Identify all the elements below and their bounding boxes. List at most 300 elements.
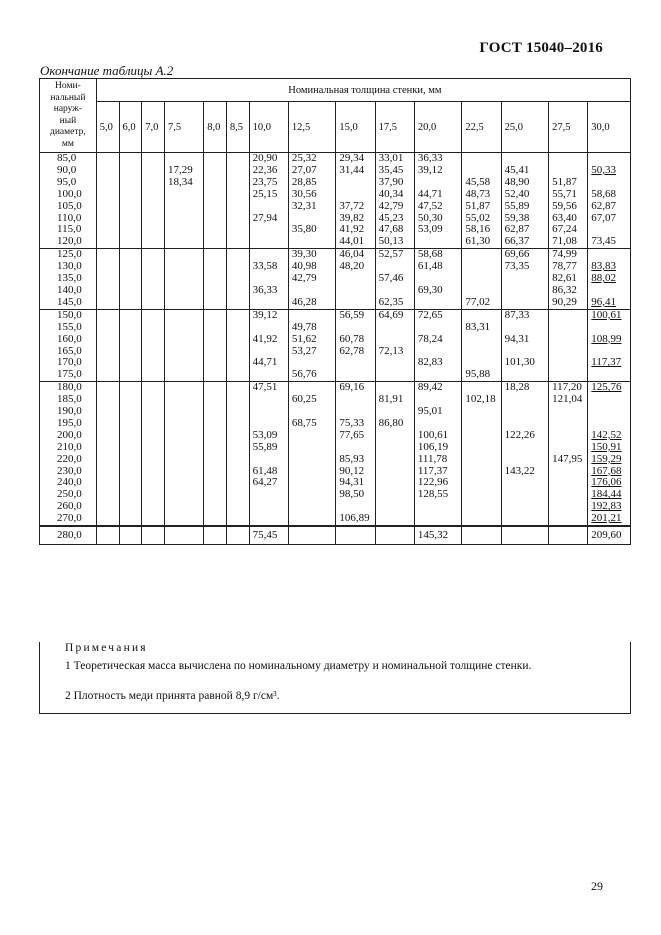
mass-cell bbox=[96, 418, 119, 430]
table-row bbox=[40, 177, 631, 189]
mass-cell bbox=[462, 285, 501, 297]
mass-cell: 40,34 bbox=[375, 189, 414, 201]
mass-cell: 96,41 bbox=[588, 297, 631, 309]
mass-cell bbox=[142, 285, 165, 297]
mass-cell bbox=[142, 477, 165, 489]
table-row bbox=[40, 201, 631, 213]
mass-cell bbox=[96, 369, 119, 381]
mass-cell bbox=[142, 165, 165, 177]
mass-cell: 62,78 bbox=[336, 346, 375, 358]
mass-cell: 45,23 bbox=[375, 213, 414, 225]
mass-cell: 60,25 bbox=[288, 394, 336, 406]
mass-cell bbox=[204, 454, 227, 466]
mass-cell bbox=[164, 418, 203, 430]
diameter-cell: 125,0 bbox=[40, 249, 97, 261]
mass-cell: 94,31 bbox=[501, 334, 549, 346]
mass-cell bbox=[204, 466, 227, 478]
diameter-cell: 185,0 bbox=[40, 394, 97, 406]
mass-cell bbox=[119, 454, 142, 466]
mass-cell bbox=[142, 466, 165, 478]
mass-cell: 37,90 bbox=[375, 177, 414, 189]
mass-cell bbox=[375, 261, 414, 273]
mass-cell bbox=[226, 357, 249, 369]
mass-cell bbox=[249, 489, 288, 501]
mass-cell: 122,96 bbox=[414, 477, 462, 489]
mass-cell: 56,59 bbox=[336, 309, 375, 321]
mass-cell: 47,51 bbox=[249, 382, 288, 394]
mass-cell bbox=[204, 513, 227, 526]
mass-cell: 46,04 bbox=[336, 249, 375, 261]
page-number: 29 bbox=[591, 879, 603, 893]
mass-cell: 47,52 bbox=[414, 201, 462, 213]
mass-cell: 77,02 bbox=[462, 297, 501, 309]
mass-cell bbox=[96, 153, 119, 165]
mass-cell: 35,80 bbox=[288, 224, 336, 236]
table-row bbox=[40, 285, 631, 297]
mass-cell bbox=[119, 236, 142, 248]
mass-cell: 53,09 bbox=[414, 224, 462, 236]
mass-cell bbox=[119, 394, 142, 406]
mass-cell bbox=[249, 346, 288, 358]
mass-cell bbox=[96, 224, 119, 236]
table-row bbox=[40, 501, 631, 513]
diameter-cell: 165,0 bbox=[40, 346, 97, 358]
diameter-cell: 160,0 bbox=[40, 334, 97, 346]
mass-cell: 25,15 bbox=[249, 189, 288, 201]
mass-cell: 78,24 bbox=[414, 334, 462, 346]
mass-cell bbox=[462, 513, 501, 526]
mass-cell: 55,71 bbox=[549, 189, 588, 201]
document-code: ГОСТ 15040–2016 bbox=[479, 40, 603, 56]
mass-cell bbox=[549, 430, 588, 442]
mass-cell bbox=[375, 334, 414, 346]
mass-cell bbox=[226, 513, 249, 526]
mass-cell bbox=[588, 249, 631, 261]
mass-cell: 68,75 bbox=[288, 418, 336, 430]
mass-cell bbox=[249, 454, 288, 466]
mass-cell bbox=[549, 334, 588, 346]
mass-cell bbox=[142, 526, 165, 545]
mass-cell bbox=[226, 236, 249, 248]
mass-cell bbox=[96, 189, 119, 201]
diameter-cell: 145,0 bbox=[40, 297, 97, 309]
mass-cell bbox=[549, 466, 588, 478]
mass-cell bbox=[164, 454, 203, 466]
mass-cell bbox=[142, 394, 165, 406]
table-row bbox=[40, 249, 631, 261]
mass-cell: 22,36 bbox=[249, 165, 288, 177]
mass-cell: 117,37 bbox=[588, 357, 631, 369]
mass-cell: 95,01 bbox=[414, 406, 462, 418]
mass-cell bbox=[226, 334, 249, 346]
mass-cell bbox=[142, 213, 165, 225]
mass-cell bbox=[96, 526, 119, 545]
mass-cell: 18,28 bbox=[501, 382, 549, 394]
thickness-column-header: 27,5 bbox=[549, 102, 588, 153]
mass-cell bbox=[119, 224, 142, 236]
mass-cell bbox=[119, 477, 142, 489]
mass-cell bbox=[119, 213, 142, 225]
diameter-cell: 270,0 bbox=[40, 513, 97, 526]
mass-cell bbox=[226, 501, 249, 513]
diameter-cell: 115,0 bbox=[40, 224, 97, 236]
mass-cell: 53,27 bbox=[288, 346, 336, 358]
mass-cell bbox=[226, 285, 249, 297]
mass-cell bbox=[375, 526, 414, 545]
mass-cell bbox=[142, 430, 165, 442]
mass-cell bbox=[204, 153, 227, 165]
mass-cell: 58,16 bbox=[462, 224, 501, 236]
mass-cell bbox=[501, 526, 549, 545]
mass-cell bbox=[164, 526, 203, 545]
mass-cell bbox=[501, 513, 549, 526]
thickness-column-header: 6,0 bbox=[119, 102, 142, 153]
thickness-column-header: 17,5 bbox=[375, 102, 414, 153]
mass-cell: 73,45 bbox=[588, 236, 631, 248]
mass-cell: 27,94 bbox=[249, 213, 288, 225]
mass-cell bbox=[414, 273, 462, 285]
diameter-cell: 130,0 bbox=[40, 261, 97, 273]
mass-cell bbox=[462, 346, 501, 358]
diameter-cell: 150,0 bbox=[40, 309, 97, 321]
mass-cell: 74,99 bbox=[549, 249, 588, 261]
mass-cell bbox=[501, 418, 549, 430]
table-row bbox=[40, 394, 631, 406]
mass-cell: 63,40 bbox=[549, 213, 588, 225]
mass-cell bbox=[588, 177, 631, 189]
notes-block bbox=[39, 642, 631, 714]
mass-cell bbox=[96, 406, 119, 418]
mass-cell bbox=[588, 153, 631, 165]
mass-cell bbox=[501, 489, 549, 501]
mass-cell bbox=[119, 177, 142, 189]
mass-cell bbox=[96, 466, 119, 478]
mass-cell: 95,88 bbox=[462, 369, 501, 381]
mass-cell bbox=[336, 501, 375, 513]
mass-cell bbox=[336, 297, 375, 309]
mass-cell bbox=[336, 322, 375, 334]
mass-cell bbox=[375, 382, 414, 394]
mass-cell bbox=[142, 249, 165, 261]
mass-cell bbox=[204, 501, 227, 513]
mass-cell: 55,89 bbox=[249, 442, 288, 454]
mass-cell bbox=[142, 273, 165, 285]
mass-cell: 106,19 bbox=[414, 442, 462, 454]
mass-cell: 69,16 bbox=[336, 382, 375, 394]
mass-cell bbox=[226, 526, 249, 545]
mass-cell bbox=[119, 369, 142, 381]
mass-cell bbox=[462, 406, 501, 418]
mass-cell: 30,56 bbox=[288, 189, 336, 201]
mass-cell bbox=[288, 513, 336, 526]
mass-cell: 44,71 bbox=[414, 189, 462, 201]
mass-cell: 33,01 bbox=[375, 153, 414, 165]
thickness-column-header: 7,5 bbox=[164, 102, 203, 153]
mass-cell bbox=[142, 297, 165, 309]
table-row bbox=[40, 322, 631, 334]
mass-cell bbox=[96, 513, 119, 526]
diameter-cell: 230,0 bbox=[40, 466, 97, 478]
mass-cell bbox=[375, 454, 414, 466]
mass-cell: 64,69 bbox=[375, 309, 414, 321]
mass-cell: 23,75 bbox=[249, 177, 288, 189]
mass-cell bbox=[288, 430, 336, 442]
diameter-cell: 120,0 bbox=[40, 236, 97, 248]
mass-cell bbox=[142, 236, 165, 248]
mass-cell bbox=[462, 153, 501, 165]
mass-cell bbox=[588, 418, 631, 430]
mass-cell: 176,06 bbox=[588, 477, 631, 489]
mass-cell: 58,68 bbox=[414, 249, 462, 261]
mass-cell: 64,27 bbox=[249, 477, 288, 489]
diameter-cell: 155,0 bbox=[40, 322, 97, 334]
mass-cell: 209,60 bbox=[588, 526, 631, 545]
mass-cell: 101,30 bbox=[501, 357, 549, 369]
mass-cell bbox=[336, 357, 375, 369]
mass-cell bbox=[119, 489, 142, 501]
mass-cell bbox=[204, 489, 227, 501]
mass-cell bbox=[249, 273, 288, 285]
table-row bbox=[40, 189, 631, 201]
mass-cell bbox=[501, 297, 549, 309]
table-row bbox=[40, 357, 631, 369]
mass-cell bbox=[119, 322, 142, 334]
mass-cell bbox=[164, 322, 203, 334]
mass-cell bbox=[549, 513, 588, 526]
mass-cell bbox=[164, 213, 203, 225]
mass-cell bbox=[96, 430, 119, 442]
mass-cell bbox=[336, 369, 375, 381]
mass-cell bbox=[119, 513, 142, 526]
mass-cell: 25,32 bbox=[288, 153, 336, 165]
mass-cell bbox=[226, 382, 249, 394]
mass-cell bbox=[142, 369, 165, 381]
mass-cell bbox=[96, 249, 119, 261]
mass-cell: 106,89 bbox=[336, 513, 375, 526]
mass-cell: 147,95 bbox=[549, 454, 588, 466]
mass-cell bbox=[164, 394, 203, 406]
mass-cell bbox=[375, 357, 414, 369]
mass-cell bbox=[142, 346, 165, 358]
mass-cell bbox=[249, 224, 288, 236]
mass-cell: 83,83 bbox=[588, 261, 631, 273]
mass-cell bbox=[226, 153, 249, 165]
mass-cell bbox=[288, 466, 336, 478]
mass-cell bbox=[226, 201, 249, 213]
mass-cell bbox=[501, 273, 549, 285]
mass-cell bbox=[204, 309, 227, 321]
mass-cell: 82,61 bbox=[549, 273, 588, 285]
table-row bbox=[40, 442, 631, 454]
mass-cell: 88,02 bbox=[588, 273, 631, 285]
diameter-cell: 240,0 bbox=[40, 477, 97, 489]
mass-cell: 69,66 bbox=[501, 249, 549, 261]
mass-cell: 87,33 bbox=[501, 309, 549, 321]
mass-cell: 32,31 bbox=[288, 201, 336, 213]
mass-cell bbox=[375, 477, 414, 489]
mass-cell: 40,98 bbox=[288, 261, 336, 273]
mass-cell bbox=[588, 394, 631, 406]
mass-cell bbox=[501, 501, 549, 513]
mass-cell bbox=[462, 261, 501, 273]
mass-cell: 37,72 bbox=[336, 201, 375, 213]
mass-cell bbox=[96, 273, 119, 285]
mass-cell bbox=[119, 334, 142, 346]
mass-cell bbox=[375, 430, 414, 442]
mass-cell bbox=[204, 418, 227, 430]
mass-cell bbox=[142, 201, 165, 213]
mass-cell bbox=[226, 369, 249, 381]
mass-cell: 48,90 bbox=[501, 177, 549, 189]
mass-cell: 56,76 bbox=[288, 369, 336, 381]
mass-cell bbox=[462, 309, 501, 321]
mass-cell bbox=[164, 309, 203, 321]
mass-cell bbox=[119, 201, 142, 213]
mass-cell: 27,07 bbox=[288, 165, 336, 177]
mass-cell: 59,56 bbox=[549, 201, 588, 213]
mass-cell: 45,41 bbox=[501, 165, 549, 177]
mass-cell: 73,35 bbox=[501, 261, 549, 273]
mass-cell bbox=[249, 394, 288, 406]
mass-cell bbox=[226, 442, 249, 454]
mass-cell: 128,55 bbox=[414, 489, 462, 501]
mass-cell bbox=[501, 406, 549, 418]
mass-cell: 111,78 bbox=[414, 454, 462, 466]
mass-cell bbox=[164, 346, 203, 358]
table-row bbox=[40, 369, 631, 381]
diameter-cell: 280,0 bbox=[40, 526, 97, 545]
mass-cell bbox=[414, 177, 462, 189]
mass-cell: 90,12 bbox=[336, 466, 375, 478]
mass-cell: 18,34 bbox=[164, 177, 203, 189]
mass-cell bbox=[288, 236, 336, 248]
mass-cell: 184,44 bbox=[588, 489, 631, 501]
mass-cell: 53,09 bbox=[249, 430, 288, 442]
mass-cell: 72,65 bbox=[414, 309, 462, 321]
mass-cell bbox=[336, 285, 375, 297]
mass-cell bbox=[226, 189, 249, 201]
mass-cell bbox=[226, 418, 249, 430]
table-row bbox=[40, 526, 631, 545]
mass-cell bbox=[164, 477, 203, 489]
mass-cell bbox=[226, 273, 249, 285]
mass-cell: 51,87 bbox=[462, 201, 501, 213]
mass-cell bbox=[226, 394, 249, 406]
diameter-cell: 250,0 bbox=[40, 489, 97, 501]
mass-cell bbox=[336, 273, 375, 285]
mass-cell: 48,20 bbox=[336, 261, 375, 273]
mass-cell bbox=[288, 213, 336, 225]
mass-cell bbox=[96, 382, 119, 394]
mass-cell bbox=[226, 466, 249, 478]
mass-cell bbox=[462, 477, 501, 489]
mass-cell: 51,87 bbox=[549, 177, 588, 189]
mass-cell bbox=[414, 513, 462, 526]
diameter-cell: 170,0 bbox=[40, 357, 97, 369]
mass-cell bbox=[96, 442, 119, 454]
mass-cell: 78,77 bbox=[549, 261, 588, 273]
table-row bbox=[40, 489, 631, 501]
mass-cell bbox=[288, 489, 336, 501]
mass-cell bbox=[549, 526, 588, 545]
mass-cell bbox=[462, 382, 501, 394]
mass-cell bbox=[226, 224, 249, 236]
mass-cell bbox=[142, 189, 165, 201]
mass-cell: 192,83 bbox=[588, 501, 631, 513]
mass-cell: 86,80 bbox=[375, 418, 414, 430]
mass-cell bbox=[226, 454, 249, 466]
mass-cell bbox=[414, 369, 462, 381]
table-row bbox=[40, 224, 631, 236]
mass-cell bbox=[96, 322, 119, 334]
mass-cell bbox=[204, 394, 227, 406]
mass-cell: 66,37 bbox=[501, 236, 549, 248]
mass-cell: 75,45 bbox=[249, 526, 288, 545]
mass-cell bbox=[96, 201, 119, 213]
mass-cell bbox=[142, 501, 165, 513]
mass-cell bbox=[549, 346, 588, 358]
table-row bbox=[40, 513, 631, 526]
mass-cell bbox=[249, 513, 288, 526]
mass-cell bbox=[204, 165, 227, 177]
mass-cell bbox=[375, 501, 414, 513]
mass-cell bbox=[501, 477, 549, 489]
mass-cell: 62,87 bbox=[501, 224, 549, 236]
mass-cell bbox=[142, 513, 165, 526]
mass-cell: 50,30 bbox=[414, 213, 462, 225]
table-caption: Окончание таблицы А.2 bbox=[40, 63, 174, 78]
mass-cell bbox=[119, 418, 142, 430]
copper-tube-mass-table bbox=[39, 78, 631, 545]
mass-cell bbox=[142, 322, 165, 334]
table-row bbox=[40, 382, 631, 394]
mass-cell bbox=[204, 189, 227, 201]
mass-cell: 58,68 bbox=[588, 189, 631, 201]
mass-cell bbox=[501, 369, 549, 381]
mass-cell bbox=[204, 273, 227, 285]
mass-cell bbox=[204, 177, 227, 189]
mass-cell bbox=[462, 249, 501, 261]
mass-cell: 82,83 bbox=[414, 357, 462, 369]
mass-cell bbox=[549, 501, 588, 513]
thickness-column-header: 25,0 bbox=[501, 102, 549, 153]
mass-cell bbox=[549, 309, 588, 321]
mass-cell: 72,13 bbox=[375, 346, 414, 358]
mass-cell bbox=[164, 442, 203, 454]
mass-cell bbox=[549, 369, 588, 381]
diameter-cell: 110,0 bbox=[40, 213, 97, 225]
mass-cell bbox=[226, 430, 249, 442]
mass-cell bbox=[336, 406, 375, 418]
mass-cell bbox=[164, 357, 203, 369]
thickness-column-header: 5,0 bbox=[96, 102, 119, 153]
mass-cell bbox=[462, 334, 501, 346]
mass-cell bbox=[142, 489, 165, 501]
mass-cell bbox=[164, 513, 203, 526]
mass-cell: 142,52 bbox=[588, 430, 631, 442]
mass-cell: 47,68 bbox=[375, 224, 414, 236]
mass-cell: 60,78 bbox=[336, 334, 375, 346]
mass-cell bbox=[249, 236, 288, 248]
mass-cell bbox=[549, 477, 588, 489]
mass-cell bbox=[96, 334, 119, 346]
mass-cell bbox=[288, 526, 336, 545]
mass-cell bbox=[501, 454, 549, 466]
mass-cell: 117,37 bbox=[414, 466, 462, 478]
mass-cell: 150,91 bbox=[588, 442, 631, 454]
diameter-cell: 260,0 bbox=[40, 501, 97, 513]
mass-cell bbox=[142, 334, 165, 346]
